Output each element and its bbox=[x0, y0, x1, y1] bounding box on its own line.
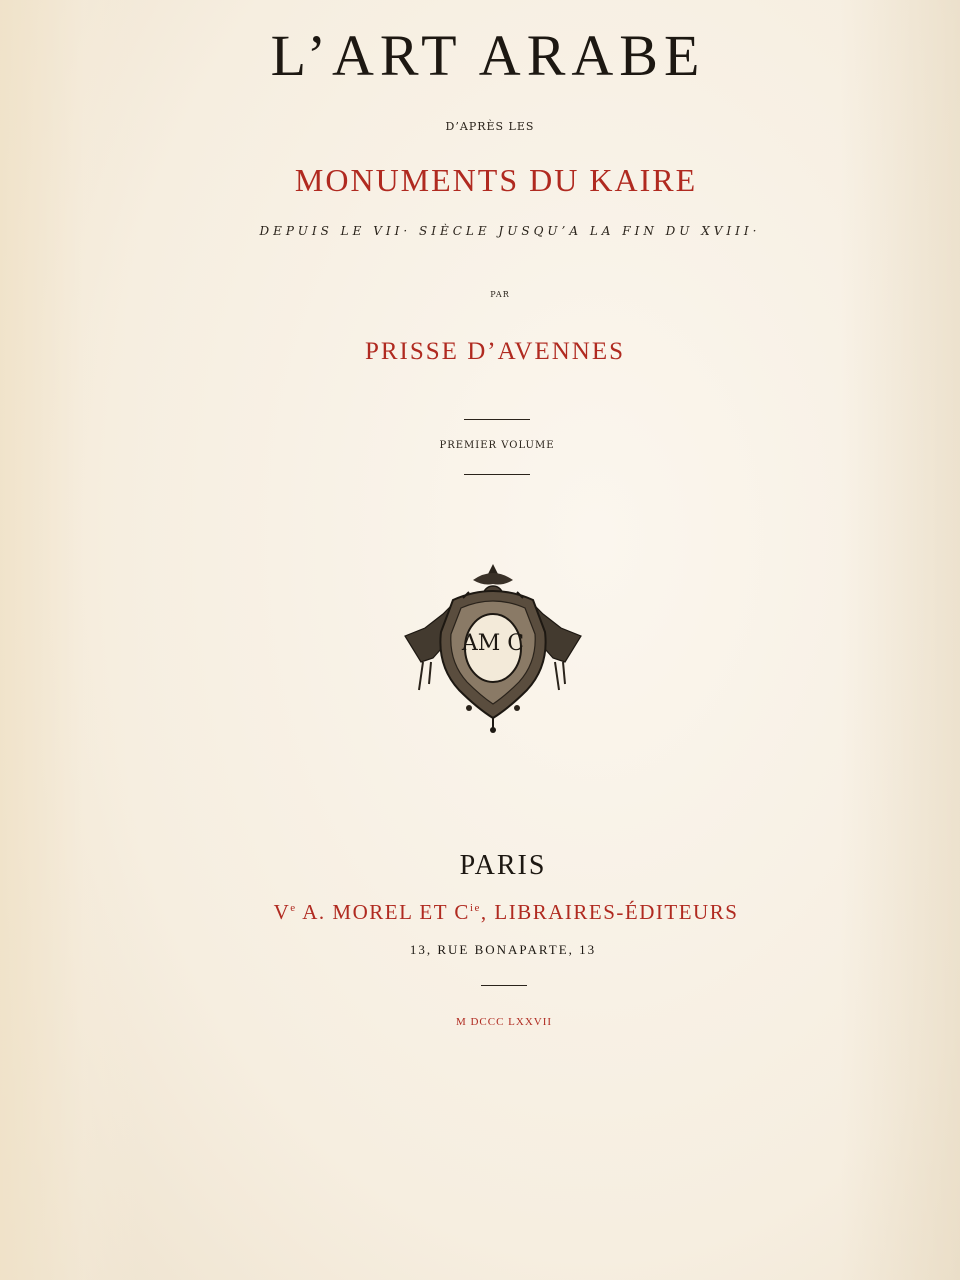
imprint-city: PARIS bbox=[459, 850, 547, 881]
publisher-monogram-cartouche-icon bbox=[403, 562, 583, 734]
imprint-publisher bbox=[274, 900, 739, 925]
author-name: PRISSE D’AVENNES bbox=[364, 338, 626, 365]
par-line: PAR bbox=[490, 290, 510, 299]
period-line: DEPUIS LE VII· SIÈCLE JUSQU’A LA FIN DU XVIII· bbox=[259, 224, 761, 238]
publisher-prefix: V bbox=[273, 900, 291, 924]
divider-rule-bottom bbox=[464, 474, 530, 475]
subject-title: MONUMENTS DU KAIRE bbox=[294, 162, 698, 198]
monogram-letters: AM C bbox=[461, 631, 525, 656]
publisher-suffix: , LIBRAIRES-ÉDITEURS bbox=[480, 900, 739, 924]
divider-rule-top bbox=[464, 419, 530, 420]
divider-rule-imprint bbox=[481, 985, 527, 986]
page-shadow-left bbox=[0, 0, 140, 1280]
imprint-address: 13, RUE BONAPARTE, 13 bbox=[409, 942, 597, 957]
publisher-prefix-sup: e bbox=[290, 902, 297, 914]
imprint-year: M DCCC LXXVII bbox=[455, 1016, 553, 1028]
volume-label: PREMIER VOLUME bbox=[439, 440, 555, 451]
publisher-name-sup: ie bbox=[469, 902, 481, 914]
publisher-name: A. MOREL ET C bbox=[296, 900, 470, 924]
page-shadow-right bbox=[840, 0, 960, 1280]
book-title: L’ART ARABE bbox=[270, 23, 706, 88]
dapres-line: D’APRÈS LES bbox=[445, 120, 535, 133]
